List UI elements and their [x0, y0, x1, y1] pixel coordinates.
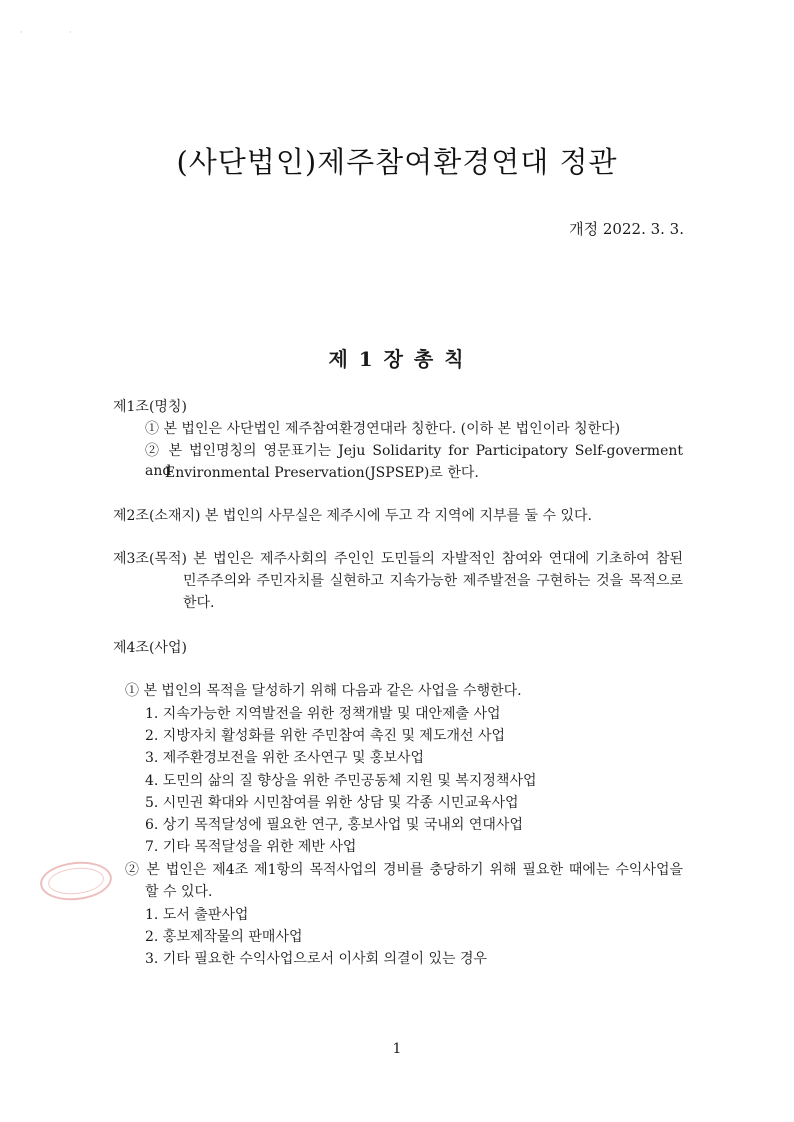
article-1-clause-2-cont: Environmental Preservation(JSPSEP)로 한다.: [165, 465, 479, 481]
article-3-cont-2: 한다.: [183, 595, 215, 611]
article-4-clause-2-cont: 할 수 있다.: [145, 884, 213, 900]
article-4-item-4: 4. 도민의 삶의 질 향상을 위한 주민공동체 지원 및 복지정책사업: [145, 773, 537, 789]
article-4-revenue-item-2: 2. 홍보제작물의 판매사업: [145, 929, 303, 945]
chapter-heading: 제 1 장 총 칙: [328, 347, 466, 371]
article-4-item-3: 3. 제주환경보전을 위한 조사연구 및 홍보사업: [145, 750, 425, 766]
article-4-item-6: 6. 상기 목적달성에 필요한 연구, 홍보사업 및 국내외 연대사업: [145, 817, 523, 833]
article-4-item-2: 2. 지방자치 활성화를 위한 주민참여 촉진 및 제도개선 사업: [145, 728, 506, 744]
scan-marks: · ·: [20, 28, 94, 37]
article-3: 제3조(목적) 본 법인은 제주사회의 주인인 도민들의 자발적인 참여와 연대에 기초하여 참된: [113, 551, 683, 567]
article-4-clause-2: ② 본 법인은 제4조 제1항의 목적사업의 경비를 충당하기 위해 필요한 때에는 수익사업을: [125, 862, 683, 878]
document-title: (사단법인)제주참여환경연대 정관: [176, 145, 618, 179]
seal-stamp: [38, 858, 114, 903]
article-2: 제2조(소재지) 본 법인의 사무실은 제주시에 두고 각 지역에 지부를 둘 수 있다.: [113, 508, 592, 524]
article-3-cont: 민주주의와 주민자치를 실현하고 지속가능한 제주발전을 구현하는 것을 목적으로: [183, 573, 683, 589]
article-4-item-5: 5. 시민권 확대와 시민참여를 위한 상담 및 각종 시민교육사업: [145, 795, 519, 811]
article-1-clause-2: ② 본 법인명칭의 영문표기는 Jeju Solidarity for Participatory Self-goverment and: [145, 443, 683, 479]
article-1-clause-1: ① 본 법인은 사단법인 제주참여환경연대라 칭한다. (이하 본 법인이라 칭한다): [145, 421, 621, 437]
article-4-revenue-item-3: 3. 기타 필요한 수익사업으로서 이사회 의결이 있는 경우: [145, 951, 488, 967]
page-number: 1: [392, 1041, 402, 1057]
article-1-heading: 제1조(명칭): [113, 399, 187, 415]
article-4-revenue-item-1: 1. 도서 출판사업: [145, 907, 249, 923]
article-4-clause-1: ① 본 법인의 목적을 달성하기 위해 다음과 같은 사업을 수행한다.: [125, 683, 522, 699]
article-4-item-1: 1. 지속가능한 지역발전을 위한 정책개발 및 대안제출 사업: [145, 706, 501, 722]
article-4-item-7: 7. 기타 목적달성을 위한 제반 사업: [145, 839, 357, 855]
revision-date: 개정 2022. 3. 3.: [569, 220, 684, 238]
article-4-heading: 제4조(사업): [113, 640, 187, 656]
